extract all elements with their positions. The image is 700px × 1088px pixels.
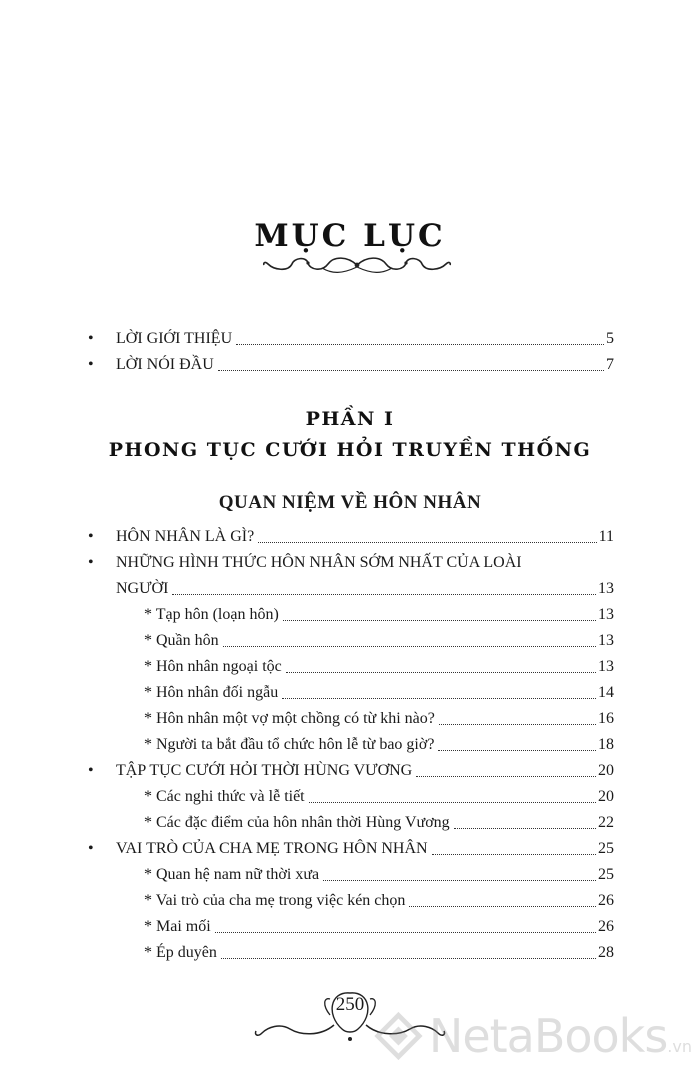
toc-entry-continuation[interactable]: [88, 576, 614, 602]
toc-subentry[interactable]: [88, 602, 614, 628]
dot-leader: [286, 671, 596, 673]
page-title: MỤC LỤC: [254, 218, 446, 254]
toc-entry-label: * Quan hệ nam nữ thời xưa: [144, 866, 320, 883]
toc-subentry[interactable]: [88, 628, 614, 654]
toc-subentry[interactable]: [88, 810, 614, 836]
toc-entry-label: * Các đặc điểm của hôn nhân thời Hùng Vương: [144, 814, 450, 831]
toc-entry-label: NHỮNG HÌNH THỨC HÔN NHÂN SỚM NHẤT CỦA LOÀI: [116, 554, 522, 571]
toc-entry-page: 13: [598, 580, 614, 597]
toc-entry-page: 18: [598, 736, 614, 753]
bullet: •: [88, 840, 94, 857]
toc-entry-page: 20: [598, 788, 614, 805]
toc-entry-page: 22: [598, 814, 614, 831]
dot-leader: [438, 749, 596, 751]
toc-entry-page: 13: [598, 658, 614, 675]
dot-leader: [172, 593, 596, 595]
dot-leader: [432, 853, 596, 855]
toc-entry-label: * Mai mối: [144, 918, 211, 935]
toc-entry-label: * Vai trò của cha mẹ trong việc kén chọn: [144, 892, 406, 909]
toc-entry-label: LỜI GIỚI THIỆU: [116, 330, 233, 347]
toc-entry-label: * Hôn nhân đối ngẫu: [144, 684, 279, 701]
toc-subentry[interactable]: [88, 940, 614, 966]
bullet: •: [88, 762, 94, 779]
toc-entry-label: HÔN NHÂN LÀ GÌ?: [116, 528, 255, 545]
bullet: •: [88, 330, 94, 347]
toc-subentry[interactable]: [88, 914, 614, 940]
toc-entry-page: 26: [598, 918, 614, 935]
bullet: •: [88, 528, 94, 545]
toc-entry-label: * Quần hôn: [144, 632, 219, 649]
bullet: •: [88, 356, 94, 373]
title-flourish-ornament: [262, 252, 452, 278]
toc-entry-label: * Các nghi thức và lễ tiết: [144, 788, 305, 805]
toc-entry-label: * Tạp hôn (loạn hôn): [144, 606, 279, 623]
toc-subentry[interactable]: [88, 680, 614, 706]
toc-entry-page: 28: [598, 944, 614, 961]
toc-entry[interactable]: [88, 524, 614, 550]
toc-subentry[interactable]: [88, 888, 614, 914]
toc-entry-label: * Hôn nhân một vợ một chồng có từ khi nào?: [144, 710, 435, 727]
toc-entry-page: 16: [598, 710, 614, 727]
toc-entry-label: TẬP TỤC CƯỚI HỎI THỜI HÙNG VƯƠNG: [116, 762, 413, 779]
toc-entry-page: 13: [598, 632, 614, 649]
toc-entry-label: * Hôn nhân ngoại tộc: [144, 658, 282, 675]
toc-entry-page: 20: [598, 762, 614, 779]
dot-leader: [223, 645, 596, 647]
toc-entry-page: 14: [598, 684, 614, 701]
dot-leader: [218, 369, 604, 371]
toc-entry-label: * Ép duyên: [144, 944, 217, 961]
toc-entry-page: 13: [598, 606, 614, 623]
toc-entry[interactable]: [88, 758, 614, 784]
toc-entry[interactable]: [88, 550, 614, 576]
watermark-brand: NetaBooks: [428, 1009, 668, 1063]
toc-entry[interactable]: [88, 326, 614, 352]
toc-subentry[interactable]: [88, 784, 614, 810]
toc-list: [88, 524, 614, 966]
toc-entry-page: 25: [598, 866, 614, 883]
page-number: 250: [335, 994, 365, 1015]
toc-entry-label: VAI TRÒ CỦA CHA MẸ TRONG HÔN NHÂN: [116, 840, 428, 857]
part-number: PHẦN I: [305, 408, 395, 430]
toc-entry-page: 7: [606, 356, 614, 373]
bullet: •: [88, 554, 94, 571]
netabooks-logo-icon: [372, 1008, 425, 1064]
dot-leader: [409, 905, 596, 907]
dot-leader: [215, 931, 596, 933]
watermark: [372, 1006, 692, 1066]
dot-leader: [221, 957, 596, 959]
toc-subentry[interactable]: [88, 654, 614, 680]
dot-leader: [454, 827, 596, 829]
toc-subentry[interactable]: [88, 706, 614, 732]
toc-entry-label: LỜI NÓI ĐẦU: [116, 356, 214, 373]
toc-subentry[interactable]: [88, 732, 614, 758]
toc-entry[interactable]: [88, 836, 614, 862]
toc-entry-page: 26: [598, 892, 614, 909]
toc-entry[interactable]: [88, 352, 614, 378]
toc-subentry[interactable]: [88, 862, 614, 888]
toc-entry-label: NGƯỜI: [116, 580, 169, 597]
toc-entry-page: 5: [606, 330, 614, 347]
toc-entry-page: 11: [598, 528, 614, 545]
part-title: PHONG TỤC CƯỚI HỎI TRUYỀN THỐNG: [108, 439, 592, 461]
dot-leader: [323, 879, 596, 881]
toc-entry-page: 25: [598, 840, 614, 857]
dot-leader: [416, 775, 596, 777]
dot-leader: [283, 619, 596, 621]
dot-leader: [439, 723, 596, 725]
dot-leader: [309, 801, 596, 803]
dot-leader: [236, 343, 604, 345]
dot-leader: [282, 697, 596, 699]
watermark-suffix: .vn: [667, 1037, 692, 1056]
section-heading: QUAN NIỆM VỀ HÔN NHÂN: [218, 492, 482, 513]
toc-entry-label: * Người ta bắt đầu tổ chức hôn lễ từ bao giờ?: [144, 736, 435, 753]
front-matter-list: [88, 326, 614, 378]
dot-leader: [258, 541, 596, 543]
